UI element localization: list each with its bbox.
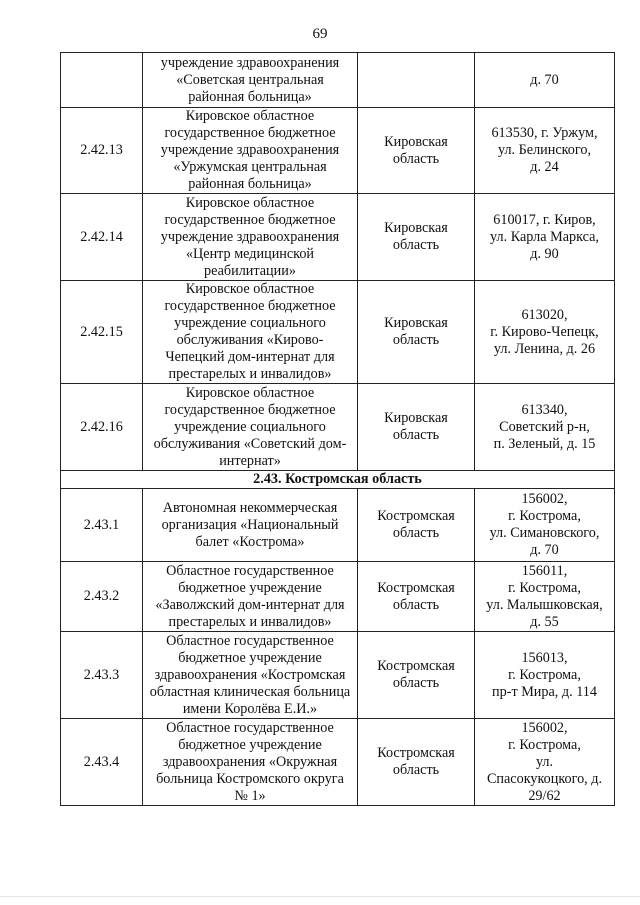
- cell-number: 2.42.16: [61, 384, 143, 471]
- table-row: [61, 53, 615, 108]
- cell-number: 2.43.1: [61, 489, 143, 562]
- cell-institution-name: Кировское областное государственное бюджетное учреждение здравоохранения «Центр медицинской реабилитации»: [143, 194, 358, 281]
- cell-institution-name: Областное государственное бюджетное учреждение здравоохранения «Окружная больница Костромского округа № 1»: [143, 719, 358, 806]
- table-row: [61, 489, 615, 562]
- cell-region: Кировская область: [358, 384, 475, 471]
- page-number: 69: [312, 26, 328, 42]
- cell-address: 613020, г. Кирово-Чепецк, ул. Ленина, д. 26: [475, 281, 615, 384]
- cell-address: 613340, Советский р-н, п. Зеленый, д. 15: [475, 384, 615, 471]
- cell-region: [358, 53, 475, 108]
- cell-institution-name: Автономная некоммерческая организация «Национальный балет «Кострома»: [143, 489, 358, 562]
- cell-institution-name: Кировское областное государственное бюджетное учреждение социального обслуживания «Советский дом- интернат»: [143, 384, 358, 471]
- cell-region: Костромская область: [358, 489, 475, 562]
- table-row: [61, 108, 615, 194]
- cell-address: 610017, г. Киров, ул. Карла Маркса, д. 90: [475, 194, 615, 281]
- cell-region: Кировская область: [358, 108, 475, 194]
- cell-number: 2.42.13: [61, 108, 143, 194]
- table-row: [61, 562, 615, 632]
- cell-region: Кировская область: [358, 194, 475, 281]
- table-row: [61, 632, 615, 719]
- cell-address: 156002, г. Кострома, ул. Симановского, д. 70: [475, 489, 615, 562]
- cell-address: 613530, г. Уржум, ул. Белинского, д. 24: [475, 108, 615, 194]
- table-body: [61, 53, 615, 806]
- cell-address: 156013, г. Кострома, пр-т Мира, д. 114: [475, 632, 615, 719]
- cell-institution-name: учреждение здравоохранения «Советская центральная районная больница»: [143, 53, 358, 108]
- table-row: [61, 281, 615, 384]
- cell-address: 156002, г. Кострома, ул. Спасокукоцкого, д. 29/62: [475, 719, 615, 806]
- cell-address: 156011, г. Кострома, ул. Малышковская, д. 55: [475, 562, 615, 632]
- cell-number: 2.42.15: [61, 281, 143, 384]
- cell-region: Кировская область: [358, 281, 475, 384]
- cell-institution-name: Кировское областное государственное бюджетное учреждение здравоохранения «Уржумская центральная районная больница»: [143, 108, 358, 194]
- institutions-table: [60, 52, 615, 806]
- cell-number: [61, 53, 143, 108]
- cell-region: Костромская область: [358, 719, 475, 806]
- cell-number: 2.42.14: [61, 194, 143, 281]
- table-row: [61, 194, 615, 281]
- table-row: [61, 719, 615, 806]
- cell-address: д. 70: [475, 53, 615, 108]
- section-header-row: [61, 471, 615, 489]
- cell-number: 2.43.4: [61, 719, 143, 806]
- scan-edge: [0, 896, 640, 897]
- cell-institution-name: Областное государственное бюджетное учреждение «Заволжский дом-интернат для престарелых и инвалидов»: [143, 562, 358, 632]
- cell-number: 2.43.2: [61, 562, 143, 632]
- cell-region: Костромская область: [358, 562, 475, 632]
- cell-region: Костромская область: [358, 632, 475, 719]
- cell-institution-name: Областное государственное бюджетное учреждение здравоохранения «Костромская областная клиническая больница имени Королёва Е.И.»: [143, 632, 358, 719]
- cell-number: 2.43.3: [61, 632, 143, 719]
- section-title: 2.43. Костромская область: [61, 471, 615, 489]
- table-row: [61, 384, 615, 471]
- cell-institution-name: Кировское областное государственное бюджетное учреждение социального обслуживания «Кирово- Чепецкий дом-интернат для престарелых и инвалидов»: [143, 281, 358, 384]
